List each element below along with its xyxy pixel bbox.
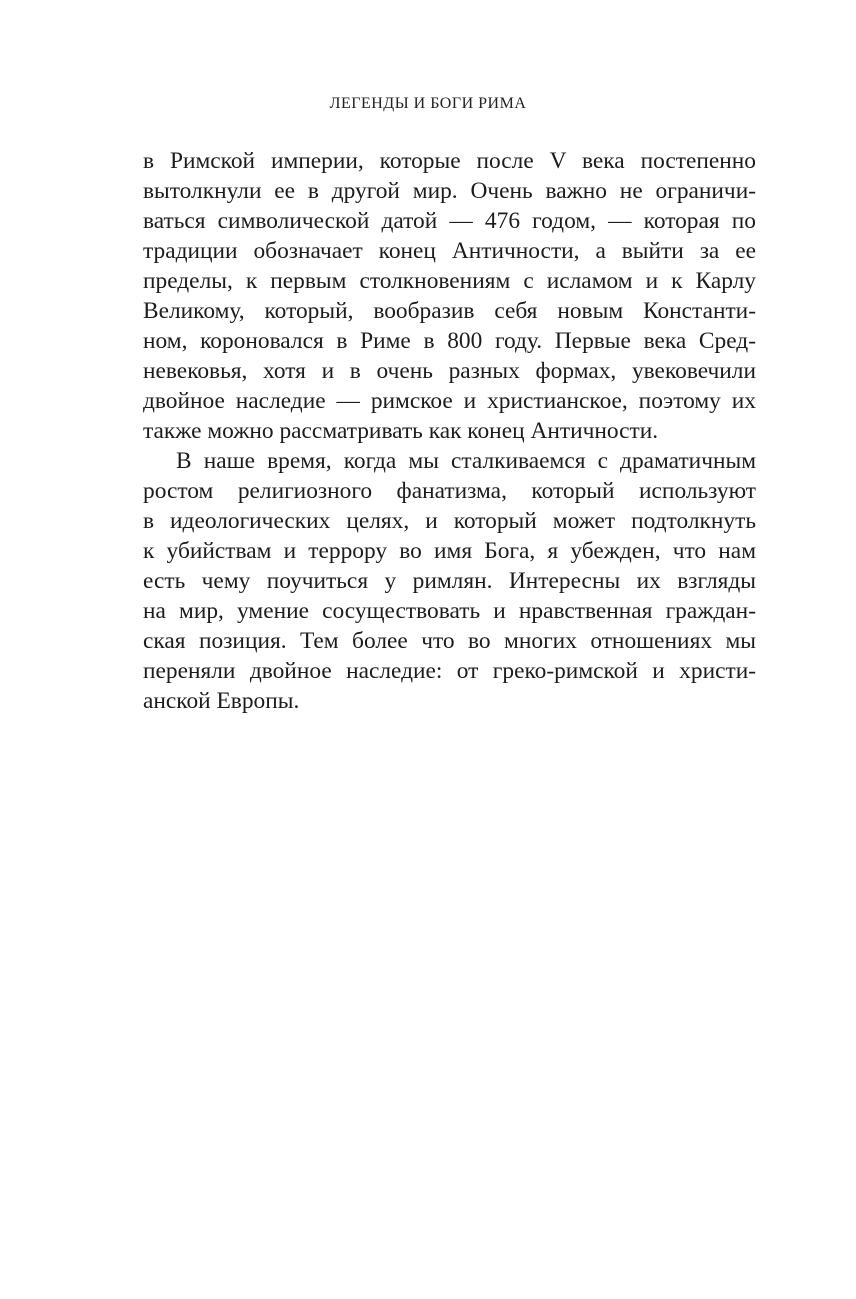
- text-line: есть чему поучиться у римлян. Интересны их взгляды: [143, 568, 756, 594]
- text-line: на мир, умение сосуществовать и нравственная граждан-: [143, 598, 756, 624]
- text-line: ном, короновался в Риме в 800 году. Первые века Сред-: [143, 328, 756, 354]
- text-line: анской Европы.: [143, 688, 300, 714]
- body-text: [143, 146, 756, 716]
- text-line: невековья, хотя и в очень разных формах, увековечили: [143, 358, 756, 384]
- paragraph-2: [143, 446, 756, 716]
- text-line: ская позиция. Тем более что во многих отношениях мы: [143, 628, 756, 654]
- text-line: вытолкнули ее в другой мир. Очень важно не ограничи-: [143, 178, 756, 204]
- text-line: Великому, который, вообразив себя новым Константи-: [143, 298, 756, 324]
- text-line: ростом религиозного фанатизма, который используют: [143, 478, 756, 504]
- text-line: двойное наследие — римское и христианское, поэтому их: [143, 388, 756, 414]
- text-line: В наше время, когда мы сталкиваемся с драматичным: [176, 448, 756, 474]
- text-line: ваться символической датой — 476 годом, — которая по: [143, 208, 756, 234]
- text-line: пределы, к первым столкновениям с исламом и к Карлу: [143, 268, 756, 294]
- text-line: в идеологических целях, и который может подтолкнуть: [143, 508, 756, 534]
- text-line: также можно рассматривать как конец Античности.: [143, 418, 659, 444]
- running-header: ЛЕГЕНДЫ И БОГИ РИМА: [329, 95, 527, 112]
- text-line: к убийствам и террору во имя Бога, я убежден, что нам: [143, 538, 756, 564]
- text-line: традиции обозначает конец Античности, а выйти за ее: [143, 238, 756, 264]
- text-line: в Римской империи, которые после V века постепенно: [143, 148, 756, 174]
- paragraph-1: [143, 146, 756, 446]
- text-line: переняли двойное наследие: от греко-римской и христи-: [143, 658, 756, 684]
